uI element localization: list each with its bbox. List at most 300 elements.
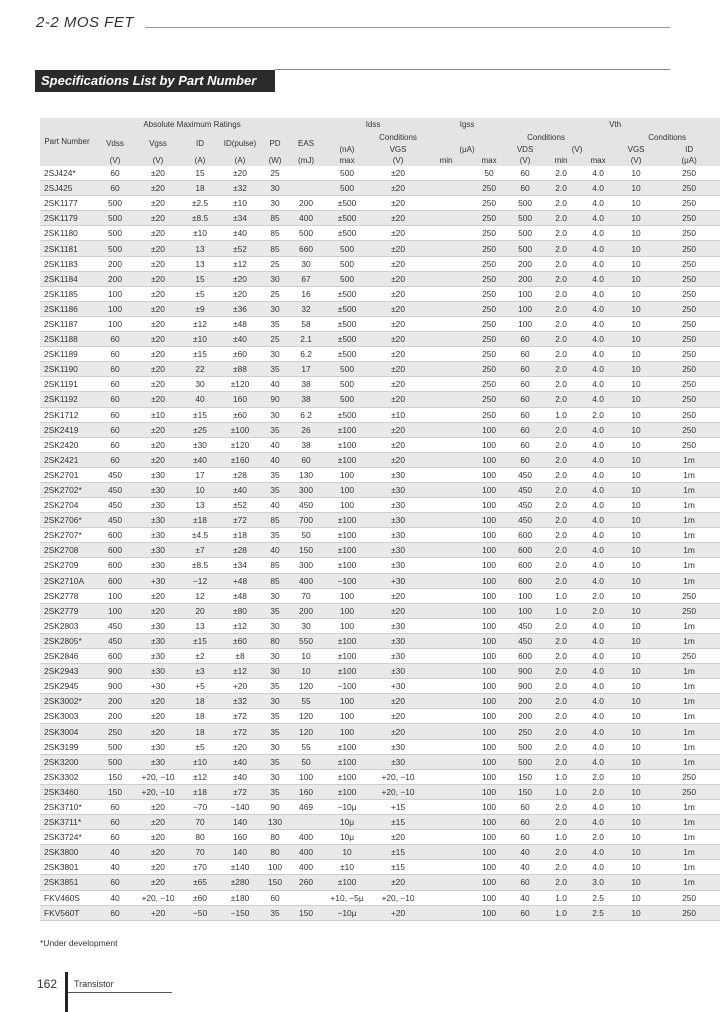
table-cell: 150 <box>94 769 136 784</box>
table-cell: 500 <box>510 754 540 769</box>
table-cell: 150 <box>260 875 290 890</box>
table-cell: 25 <box>260 166 290 181</box>
table-cell: 1m <box>658 528 720 543</box>
table-cell: 25 <box>260 256 290 271</box>
table-cell: 4.0 <box>582 618 614 633</box>
table-cell: 600 <box>94 573 136 588</box>
table-cell: 120 <box>290 679 322 694</box>
table-cell: +48 <box>220 573 260 588</box>
table-cell: ±12 <box>220 618 260 633</box>
table-cell: ±72 <box>220 709 260 724</box>
part-number-cell: FKV460S <box>40 890 94 905</box>
table-cell: 500 <box>510 241 540 256</box>
part-number-cell: 2SK2709 <box>40 558 94 573</box>
table-cell: 100 <box>260 860 290 875</box>
table-cell-empty <box>424 890 468 905</box>
table-cell: ±10 <box>180 332 220 347</box>
table-cell: 10 <box>614 724 658 739</box>
table-cell: ±20 <box>136 316 180 331</box>
table-cell: 15 <box>180 271 220 286</box>
part-number-cell: 2SK3851 <box>40 875 94 890</box>
table-cell: 250 <box>658 784 720 799</box>
table-cell: ±30 <box>372 467 424 482</box>
table-cell-empty <box>424 377 468 392</box>
table-cell-empty <box>424 799 468 814</box>
table-cell: 160 <box>290 784 322 799</box>
table-cell: 100 <box>468 799 510 814</box>
table-cell: 60 <box>94 332 136 347</box>
table-cell-empty <box>424 694 468 709</box>
table-cell: 10 <box>614 860 658 875</box>
table-cell-empty <box>424 784 468 799</box>
part-number-cell: 2SK2702* <box>40 482 94 497</box>
table-cell: ±20 <box>372 241 424 256</box>
table-cell: 250 <box>658 392 720 407</box>
table-cell-empty <box>424 513 468 528</box>
table-cell: 500 <box>510 739 540 754</box>
table-cell: 100 <box>510 316 540 331</box>
table-cell: 250 <box>658 649 720 664</box>
table-cell: 100 <box>468 558 510 573</box>
table-cell: 100 <box>322 467 372 482</box>
table-cell: ±20 <box>372 181 424 196</box>
table-cell: 550 <box>290 633 322 648</box>
table-cell: ±20 <box>372 603 424 618</box>
table-cell: 35 <box>260 754 290 769</box>
table-cell: 6.2 <box>290 407 322 422</box>
table-cell: 35 <box>260 528 290 543</box>
table-cell: 500 <box>322 392 372 407</box>
table-cell: 100 <box>322 724 372 739</box>
table-cell: 4.0 <box>582 181 614 196</box>
table-cell: 85 <box>260 241 290 256</box>
table-cell: 100 <box>468 664 510 679</box>
table-cell: 250 <box>510 724 540 739</box>
table-cell: ±30 <box>136 664 180 679</box>
table-cell: ±20 <box>372 166 424 181</box>
table-cell: ±30 <box>372 618 424 633</box>
table-cell-empty <box>424 558 468 573</box>
table-cell: 10 <box>614 875 658 890</box>
table-cell: 500 <box>510 226 540 241</box>
table-cell: 10 <box>614 830 658 845</box>
part-number-cell: 2SK2419 <box>40 422 94 437</box>
table-cell: ±500 <box>322 347 372 362</box>
table-cell: 4.0 <box>582 528 614 543</box>
table-cell: 16 <box>290 286 322 301</box>
table-cell: 2.0 <box>540 875 582 890</box>
part-number-cell: 2SK3711* <box>40 815 94 830</box>
table-cell: 10 <box>614 513 658 528</box>
table-cell: 30 <box>260 196 290 211</box>
table-cell: ±20 <box>220 166 260 181</box>
table-row <box>40 784 720 799</box>
table-cell: +10, −5μ <box>322 890 372 905</box>
part-number-cell: 2SK1183 <box>40 256 94 271</box>
table-cell: 60 <box>510 437 540 452</box>
table-cell: 900 <box>94 664 136 679</box>
table-cell: ±20 <box>372 362 424 377</box>
table-cell: 60 <box>94 452 136 467</box>
table-cell: ±20 <box>136 166 180 181</box>
table-row <box>40 603 720 618</box>
table-cell: 4.0 <box>582 256 614 271</box>
table-cell: 2.0 <box>540 694 582 709</box>
table-cell: ±20 <box>136 815 180 830</box>
table-cell: ±20 <box>372 211 424 226</box>
table-cell: 30 <box>260 588 290 603</box>
table-cell-empty <box>424 618 468 633</box>
table-cell: ±500 <box>322 332 372 347</box>
table-cell: 450 <box>510 467 540 482</box>
table-cell: 4.0 <box>582 799 614 814</box>
table-cell: 250 <box>468 241 510 256</box>
table-cell: 100 <box>510 286 540 301</box>
table-cell: ±60 <box>220 407 260 422</box>
table-cell: 30 <box>260 407 290 422</box>
table-cell: 500 <box>322 181 372 196</box>
table-cell: ±30 <box>372 482 424 497</box>
table-cell: 10 <box>614 694 658 709</box>
table-cell: 60 <box>94 875 136 890</box>
table-cell: 100 <box>468 739 510 754</box>
table-cell-empty <box>424 815 468 830</box>
table-cell: 60 <box>510 815 540 830</box>
spec-table-body <box>40 166 720 920</box>
table-cell-empty <box>424 754 468 769</box>
table-cell: ±20 <box>372 452 424 467</box>
table-cell: 1m <box>658 694 720 709</box>
table-cell: 70 <box>180 845 220 860</box>
table-cell: 4.0 <box>582 392 614 407</box>
table-cell: 60 <box>510 422 540 437</box>
table-cell: ±32 <box>220 694 260 709</box>
table-cell: 4.0 <box>582 664 614 679</box>
table-cell: 400 <box>290 845 322 860</box>
table-cell: 450 <box>94 498 136 513</box>
part-number-cell: 2SK2710A <box>40 573 94 588</box>
table-cell: 4.0 <box>582 482 614 497</box>
table-cell: ±30 <box>180 437 220 452</box>
table-cell-empty <box>424 875 468 890</box>
table-cell-empty <box>424 422 468 437</box>
part-number-cell: 2SK3199 <box>40 739 94 754</box>
table-cell: 250 <box>658 905 720 920</box>
table-cell: −100 <box>322 679 372 694</box>
table-cell: ±60 <box>220 347 260 362</box>
table-cell: 450 <box>290 498 322 513</box>
table-cell: 10 <box>614 422 658 437</box>
table-cell: 10 <box>614 407 658 422</box>
table-cell: 150 <box>94 784 136 799</box>
table-cell: 2.0 <box>540 422 582 437</box>
table-cell: ±30 <box>372 739 424 754</box>
table-cell: 10 <box>614 890 658 905</box>
table-cell: ±30 <box>136 528 180 543</box>
table-cell: 500 <box>322 271 372 286</box>
table-cell: 500 <box>94 241 136 256</box>
table-cell: 100 <box>468 815 510 830</box>
table-cell: 200 <box>510 271 540 286</box>
table-cell: 600 <box>510 558 540 573</box>
table-row <box>40 694 720 709</box>
table-cell: 500 <box>322 362 372 377</box>
table-cell: 2.0 <box>540 664 582 679</box>
table-cell: 450 <box>94 633 136 648</box>
table-cell: ±8.5 <box>180 558 220 573</box>
table-cell: ±34 <box>220 211 260 226</box>
table-cell-empty <box>424 482 468 497</box>
table-cell: ±500 <box>322 196 372 211</box>
table-cell: ±100 <box>322 437 372 452</box>
table-cell: ±52 <box>220 241 260 256</box>
table-cell: 4.0 <box>582 649 614 664</box>
table-cell: ±30 <box>136 739 180 754</box>
table-cell: ±20 <box>372 830 424 845</box>
table-cell: 1m <box>658 724 720 739</box>
table-cell: 450 <box>510 618 540 633</box>
table-cell: ±500 <box>322 211 372 226</box>
table-cell: 2.0 <box>540 241 582 256</box>
section-title: 2-2 MOS FET <box>36 14 135 31</box>
table-cell: 1m <box>658 543 720 558</box>
table-cell: 100 <box>468 679 510 694</box>
table-cell: 1.0 <box>540 769 582 784</box>
table-cell: ±20 <box>136 196 180 211</box>
table-cell: +15 <box>372 799 424 814</box>
table-cell: 55 <box>290 739 322 754</box>
table-cell: 60 <box>94 347 136 362</box>
table-cell: 600 <box>510 528 540 543</box>
table-cell: 40 <box>510 890 540 905</box>
table-cell: 2.0 <box>540 392 582 407</box>
table-cell: 10 <box>614 679 658 694</box>
table-cell: 35 <box>260 467 290 482</box>
table-cell: 2.0 <box>540 799 582 814</box>
table-cell: 60 <box>94 377 136 392</box>
table-cell: 30 <box>260 301 290 316</box>
table-cell: 2.0 <box>540 739 582 754</box>
table-cell: 60 <box>290 452 322 467</box>
table-cell: 300 <box>290 482 322 497</box>
table-cell: 10 <box>614 815 658 830</box>
table-row <box>40 392 720 407</box>
table-cell: 150 <box>290 905 322 920</box>
table-cell: ±100 <box>322 769 372 784</box>
table-cell: 100 <box>468 513 510 528</box>
part-number-cell: 2SK2805* <box>40 633 94 648</box>
table-cell: 1m <box>658 679 720 694</box>
table-cell-empty <box>424 301 468 316</box>
part-number-cell: 2SK2778 <box>40 588 94 603</box>
table-cell: 100 <box>468 905 510 920</box>
table-cell: +20, −10 <box>136 890 180 905</box>
table-cell: ±100 <box>322 875 372 890</box>
part-number-cell: 2SK3800 <box>40 845 94 860</box>
table-cell: ±80 <box>220 603 260 618</box>
table-cell: 100 <box>468 588 510 603</box>
table-cell: ±20 <box>372 875 424 890</box>
table-cell: 450 <box>94 467 136 482</box>
table-cell: ±20 <box>136 347 180 362</box>
table-cell: 2.0 <box>540 543 582 558</box>
table-cell: 2.0 <box>540 452 582 467</box>
table-cell: 500 <box>322 241 372 256</box>
table-cell: 85 <box>260 513 290 528</box>
table-cell: 35 <box>260 422 290 437</box>
table-cell: ±30 <box>136 618 180 633</box>
table-cell: −12 <box>180 573 220 588</box>
table-cell: 60 <box>510 362 540 377</box>
table-cell: 30 <box>260 181 290 196</box>
table-cell: 90 <box>260 392 290 407</box>
table-cell: 700 <box>290 513 322 528</box>
banner-title: Specifications List by Part Number <box>35 70 275 92</box>
table-cell-empty <box>424 769 468 784</box>
table-cell: 40 <box>94 845 136 860</box>
table-cell: 4.0 <box>582 543 614 558</box>
table-cell: 250 <box>658 316 720 331</box>
table-cell: 2.0 <box>540 181 582 196</box>
table-cell: 4.0 <box>582 347 614 362</box>
table-cell: 250 <box>658 377 720 392</box>
table-cell: 500 <box>94 211 136 226</box>
table-cell: 10 <box>614 286 658 301</box>
table-cell: 80 <box>260 845 290 860</box>
table-cell: 30 <box>260 271 290 286</box>
table-cell: 469 <box>290 799 322 814</box>
part-number-cell: 2SK2779 <box>40 603 94 618</box>
table-cell: 250 <box>468 407 510 422</box>
table-row <box>40 724 720 739</box>
table-cell: 100 <box>468 890 510 905</box>
table-cell: ±500 <box>322 286 372 301</box>
table-cell: 100 <box>468 709 510 724</box>
table-cell-empty <box>424 543 468 558</box>
table-row <box>40 664 720 679</box>
part-number-cell: 2SK1186 <box>40 301 94 316</box>
table-cell: 160 <box>220 392 260 407</box>
table-cell: ±30 <box>136 754 180 769</box>
table-cell: 4.0 <box>582 724 614 739</box>
table-cell: 17 <box>180 467 220 482</box>
table-cell: 100 <box>468 437 510 452</box>
header-idss-blank <box>322 132 372 144</box>
header-unit-vgs: VGS <box>372 144 424 155</box>
table-cell: 30 <box>290 618 322 633</box>
table-cell: 80 <box>260 633 290 648</box>
table-row <box>40 332 720 347</box>
table-cell: 2.0 <box>582 588 614 603</box>
table-cell: 200 <box>510 256 540 271</box>
table-cell: 250 <box>658 332 720 347</box>
table-cell: 10 <box>614 181 658 196</box>
table-cell: ±20 <box>136 301 180 316</box>
table-cell: 10 <box>614 271 658 286</box>
table-cell: 10 <box>614 799 658 814</box>
table-row <box>40 271 720 286</box>
table-cell: 2.0 <box>540 196 582 211</box>
table-cell: 2.0 <box>540 211 582 226</box>
table-cell: ±100 <box>322 528 372 543</box>
table-cell: 600 <box>510 573 540 588</box>
table-cell: +30 <box>136 573 180 588</box>
table-cell: 40 <box>94 890 136 905</box>
table-cell: 1m <box>658 573 720 588</box>
part-number-cell: 2SK1177 <box>40 196 94 211</box>
table-cell: 40 <box>260 377 290 392</box>
table-cell: ±120 <box>220 437 260 452</box>
table-row <box>40 618 720 633</box>
table-cell: 17 <box>290 362 322 377</box>
table-cell: 150 <box>290 543 322 558</box>
table-cell: 900 <box>510 664 540 679</box>
table-cell: 1m <box>658 754 720 769</box>
table-cell: 6.2 <box>290 347 322 362</box>
table-cell: +20 <box>372 905 424 920</box>
table-cell: ±18 <box>180 784 220 799</box>
table-cell: ±280 <box>220 875 260 890</box>
part-number-cell: 2SK3302 <box>40 769 94 784</box>
table-cell: −100 <box>322 573 372 588</box>
table-cell: ±100 <box>322 784 372 799</box>
part-number-cell: 2SK1191 <box>40 377 94 392</box>
table-row <box>40 588 720 603</box>
table-cell: 130 <box>290 467 322 482</box>
table-cell: 900 <box>510 679 540 694</box>
header-unit-a2: (A) <box>220 155 260 166</box>
table-cell: ±9 <box>180 301 220 316</box>
table-cell: 100 <box>94 301 136 316</box>
table-cell: 2.0 <box>540 679 582 694</box>
table-cell: 70 <box>180 815 220 830</box>
table-cell: 35 <box>260 603 290 618</box>
table-cell: 60 <box>510 332 540 347</box>
table-cell: 120 <box>290 724 322 739</box>
table-cell: 10 <box>614 739 658 754</box>
table-row <box>40 799 720 814</box>
table-cell: 60 <box>510 377 540 392</box>
table-cell-empty <box>424 437 468 452</box>
header-unit-v-vth: (V) <box>540 144 614 155</box>
part-number-cell: 2SJ425 <box>40 181 94 196</box>
part-number-cell: 2SK1187 <box>40 316 94 331</box>
table-cell: ±10 <box>220 196 260 211</box>
table-cell: ±30 <box>372 754 424 769</box>
table-cell: 2.0 <box>540 815 582 830</box>
table-cell: 100 <box>322 618 372 633</box>
table-row <box>40 166 720 181</box>
part-number-cell: 2SK1185 <box>40 286 94 301</box>
table-cell: 200 <box>94 271 136 286</box>
table-cell: 10 <box>614 603 658 618</box>
table-cell: 35 <box>260 709 290 724</box>
table-cell: ±60 <box>180 890 220 905</box>
table-row <box>40 498 720 513</box>
table-cell: 4.0 <box>582 573 614 588</box>
table-cell: ±3 <box>180 664 220 679</box>
part-number-cell: 2SK2420 <box>40 437 94 452</box>
table-cell: 13 <box>180 256 220 271</box>
header-idss: Idss <box>322 118 424 132</box>
table-cell: 25 <box>260 286 290 301</box>
table-cell: ±2.5 <box>180 196 220 211</box>
table-cell: 10 <box>614 482 658 497</box>
table-cell <box>290 181 322 196</box>
table-cell-empty <box>424 181 468 196</box>
table-cell: 250 <box>468 196 510 211</box>
table-cell: 60 <box>94 166 136 181</box>
